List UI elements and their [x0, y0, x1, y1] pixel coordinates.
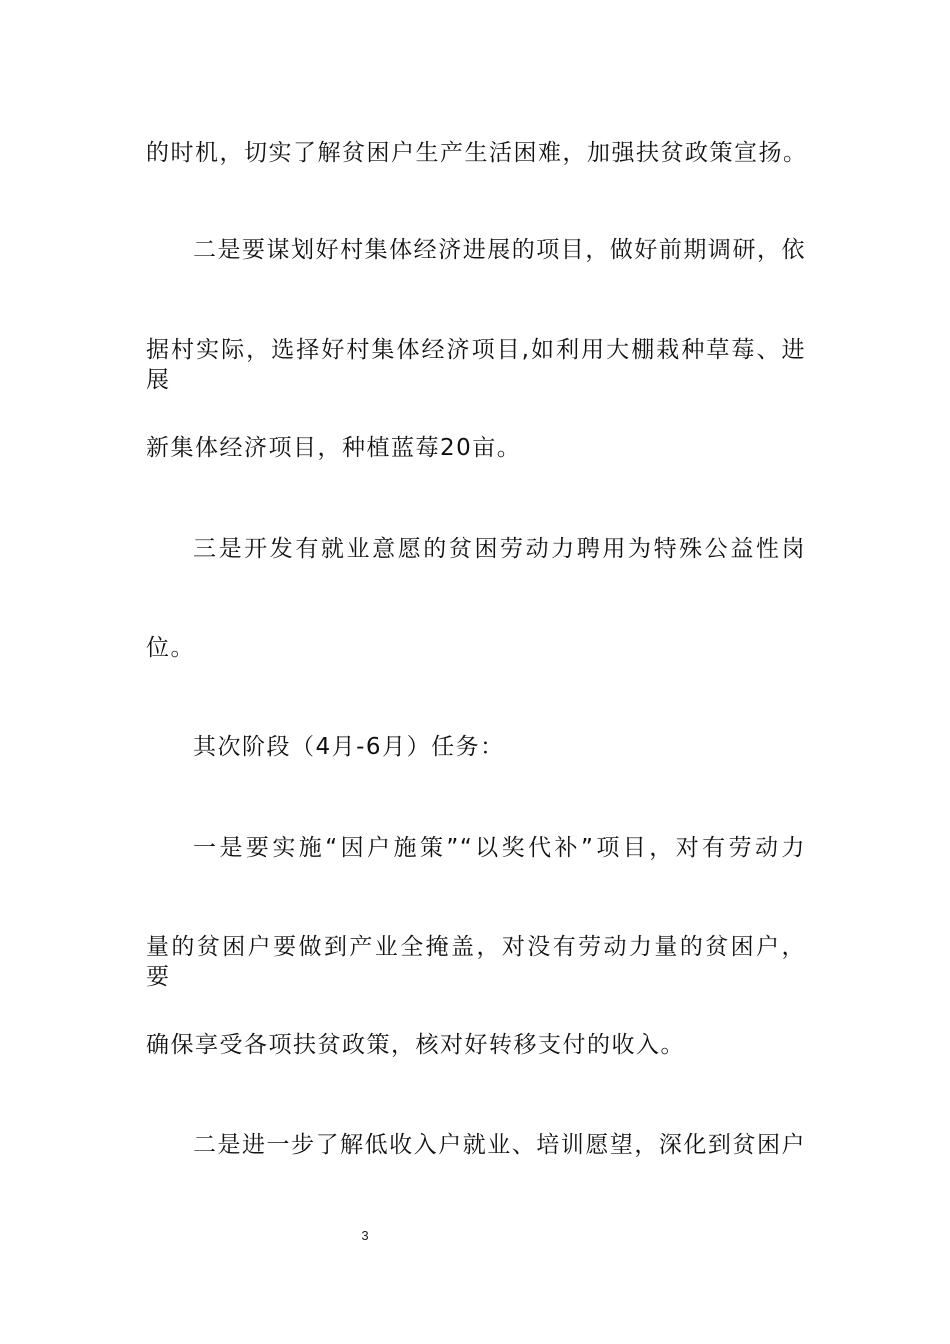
text-line: 确保享受各项扶贫政策，核对好转移支付的收入。: [146, 1032, 685, 1058]
text-line: 量的贫困户要做到产业全掩盖，对没有劳动力量的贫困户，要: [146, 934, 806, 990]
text-line: 的时机，切实了解贫困户生产生活困难，加强扶贫政策宣扬。: [146, 140, 808, 166]
paragraph-first-line: 三是开发有就业意愿的贫困劳动力聘用为特殊公益性岗: [193, 536, 806, 562]
paragraph-first-line: 一是要实施“因户施策”“以奖代补”项目，对有劳动力: [193, 835, 806, 861]
text-line: 新集体经济项目，种植蓝莓20亩。: [146, 435, 522, 461]
page-number: 3: [361, 1228, 369, 1243]
paragraph-first-line: 二是要谋划好村集体经济进展的项目，做好前期调研，依: [193, 237, 806, 263]
text-line: 据村实际，选择好村集体经济项目,如利用大棚栽种草莓、进展: [146, 337, 806, 393]
section-heading: 其次阶段（4月-6月）任务：: [193, 734, 505, 760]
paragraph-first-line: 二是进一步了解低收入户就业、培训愿望，深化到贫困户: [193, 1132, 806, 1158]
text-line: 位。: [146, 635, 195, 661]
